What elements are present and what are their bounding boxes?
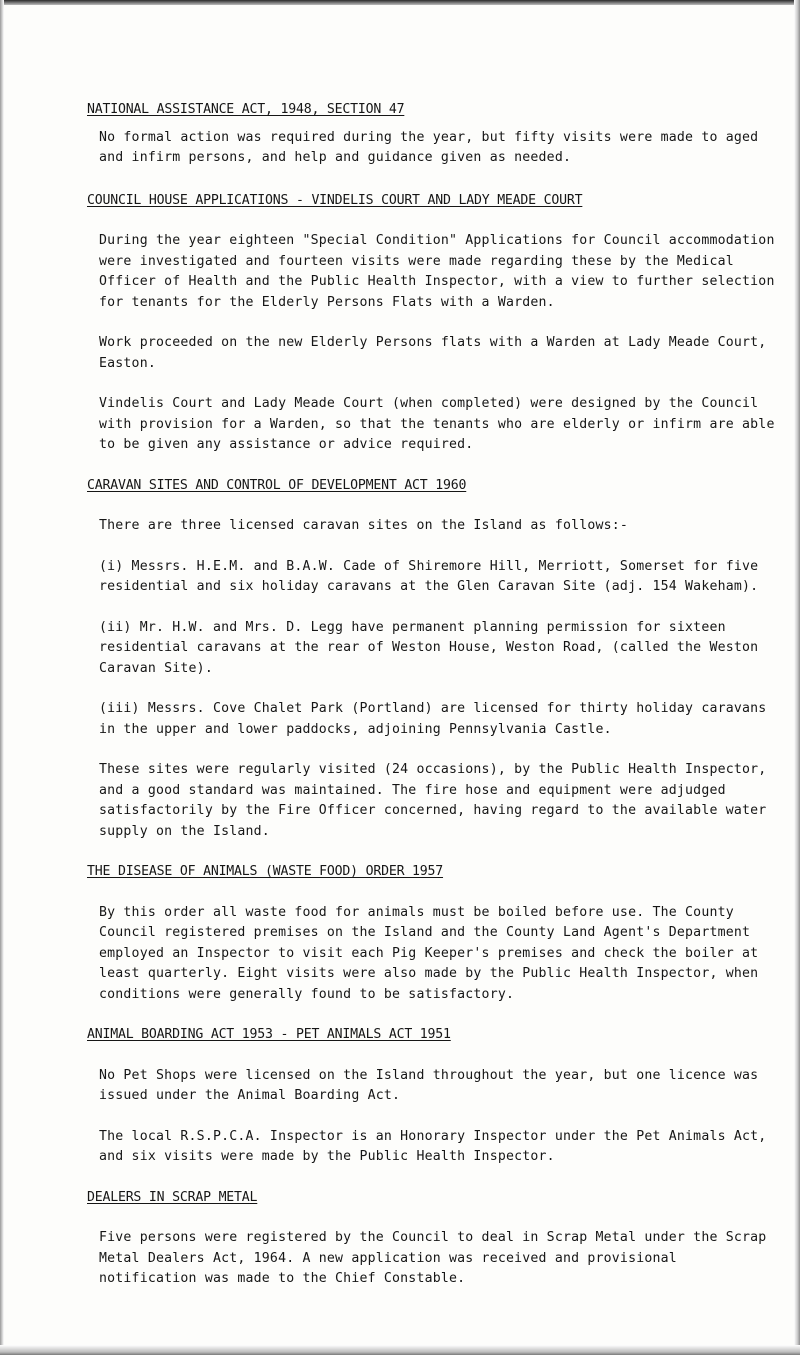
section-heading-national-assistance: NATIONAL ASSISTANCE ACT, 1948, SECTION 47 [87, 102, 405, 117]
list-item: (ii) Mr. H.W. and Mrs. D. Legg have permanent planning permission for sixteen residential caravans at the rear of Weston House, Weston Road, (called the Weston Caravan Site). [99, 619, 759, 676]
paragraph: The local R.S.P.C.A. Inspector is an Honorary Inspector under the Pet Animals Act, and six visits were made by the Public Health Inspector. [99, 1128, 767, 1164]
paragraph: No Pet Shops were licensed on the Island throughout the year, but one licence was issued under the Animal Boarding Act. [99, 1067, 759, 1103]
paragraph: No formal action was required during the year, but fifty visits were made to aged and infirm persons, and help and guidance given as needed. [99, 129, 759, 165]
section-heading-disease-of-animals: THE DISEASE OF ANIMALS (WASTE FOOD) ORDER 1957 [87, 864, 444, 879]
list-item: (i) Messrs. H.E.M. and B.A.W. Cade of Shiremore Hill, Merriott, Somerset for five residential and six holiday caravans at the Glen Caravan Site (adj. 154 Wakeham). [99, 558, 759, 594]
scan-edge-bottom [0, 1345, 800, 1355]
document-body [87, 100, 782, 1290]
paragraph: Work proceeded on the new Elderly Persons flats with a Warden at Lady Meade Court, Easton. [99, 335, 767, 371]
section-heading-council-house: COUNCIL HOUSE APPLICATIONS - VINDELIS COURT AND LADY MEADE COURT [87, 192, 583, 208]
paragraph: During the year eighteen "Special Condition" Applications for Council accommodation were investigated and fourteen visits were made regarding these by the Medical Officer of Health and the Public Health Inspector, with a view to further selection for tenants for the Elderly Persons Flats with a Warden. [99, 233, 775, 310]
list-item: (iii) Messrs. Cove Chalet Park (Portland) are licensed for thirty holiday caravans in the upper and lower paddocks, adjoining Pennsylvania Castle. [99, 701, 767, 737]
paragraph: Vindelis Court and Lady Meade Court (when completed) were designed by the Council with provision for a Warden, so that the tenants who are elderly or infirm are able to be given any assistance or advice required. [99, 396, 775, 452]
paragraph: These sites were regularly visited (24 occasions), by the Public Health Inspector, and a good standard was maintained. The fire hose and equipment were adjudged satisfactorily by the Fire Officer concerned, having regard to the available water supply on the Island. [99, 762, 767, 839]
section-heading-animal-boarding: ANIMAL BOARDING ACT 1953 - PET ANIMALS ACT 1951 [87, 1027, 451, 1042]
paragraph: By this order all waste food for animals must be boiled before use. The County Council registered premises on the Island and the County Land Agent's Department employed an Inspector to visit each Pig Keeper's premises and check the boiler at least quarterly. Eight visits were also made by the Public Health Inspector, when conditions were generally found to be satisfactory. [99, 904, 759, 1002]
scan-edge-right [794, 0, 800, 1355]
section-heading-caravan-sites: CARAVAN SITES AND CONTROL OF DEVELOPMENT ACT 1960 [87, 477, 467, 493]
scan-edge-left [0, 0, 4, 1355]
section-heading-scrap-metal: DEALERS IN SCRAP METAL [87, 1189, 258, 1205]
paragraph: Five persons were registered by the Council to deal in Scrap Metal under the Scrap Metal Dealers Act, 1964. A new application was received and provisional notification was made to the Chief Constable. [99, 1230, 767, 1286]
paragraph: There are three licensed caravan sites on the Island as follows:- [99, 518, 629, 533]
scan-edge-top [0, 0, 800, 5]
